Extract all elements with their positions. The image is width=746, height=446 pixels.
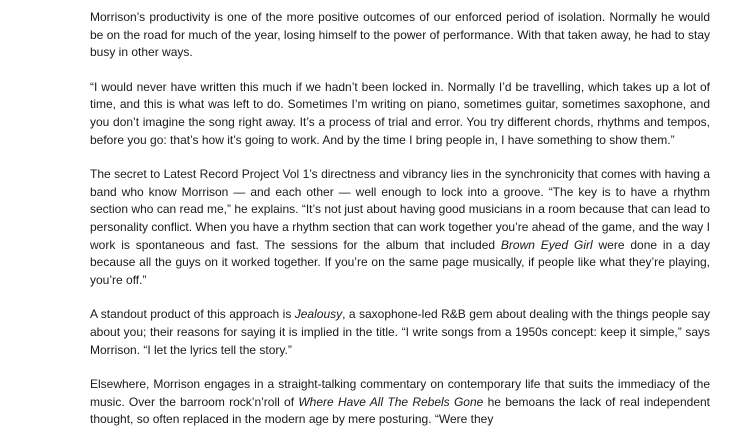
italic-title: Where Have All The Rebels Gone [298, 394, 484, 409]
text-run: Elsewhere, Morrison engages in a straight-talking commentary on contemporary life that suits the immediacy of the music. Over the barroom rock’n’roll of [90, 377, 710, 409]
text-run: The secret to Latest Record Project Vol 1’s directness and vibrancy lies in the synchronicity that comes with having a band who know Morrison — and each other — well enough to lock into a groove. “The key is to have a rhythm section who can read me,” he explains. “It’s not just about having good musicians in a room because that can lead to personality conflict. When you have a rhythm section that can work together you’re ahead of the game, and the way I work is spontaneous and fast. The sessions for the album that included [90, 167, 710, 252]
text-run: he bemoans the lack of real independent thought, so often replaced in the modern age by mere posturing. “Were they [90, 394, 710, 427]
paragraph [90, 9, 710, 62]
italic-title: Jealousy [294, 307, 343, 322]
text-run: were done in a day because all the guys on it worked together. If you’re on the same page musically, if people like what they’re playing, you’re off.” [90, 237, 710, 287]
paragraph [90, 79, 710, 149]
text-run: Morrison’s productivity is one of the more positive outcomes of our enforced period of isolation. Normally he would be on the road for much of the year, losing himself to the power of performance. With that taken away, he had to stay busy in other ways. [90, 10, 710, 60]
article-body [90, 9, 710, 446]
italic-title: Brown Eyed Girl [500, 237, 593, 252]
paragraph [90, 166, 710, 289]
text-run: “I would never have written this much if we hadn’t been locked in. Normally I’d be travelling, which takes up a lot of time, and this is what was left to do. Sometimes I’m writing on piano, sometimes guitar, sometimes saxophone, and you don’t imagine the song right away. It’s a process of trial and error. You try different chords, rhythms and tempos, before you go: that’s how it’s going to work. And by the time I bring people in, I have something to show them.” [90, 79, 710, 147]
paragraph [90, 306, 710, 359]
text-run: A standout product of this approach is [90, 307, 295, 322]
text-run: , a saxophone-led R&B gem about dealing with the things people say about you; their reasons for saying it is implied in the title. “I write songs from a 1950s concept: keep it simple,” says Morrison. “I let the lyrics tell the story.” [90, 307, 710, 357]
paragraph [90, 376, 710, 429]
